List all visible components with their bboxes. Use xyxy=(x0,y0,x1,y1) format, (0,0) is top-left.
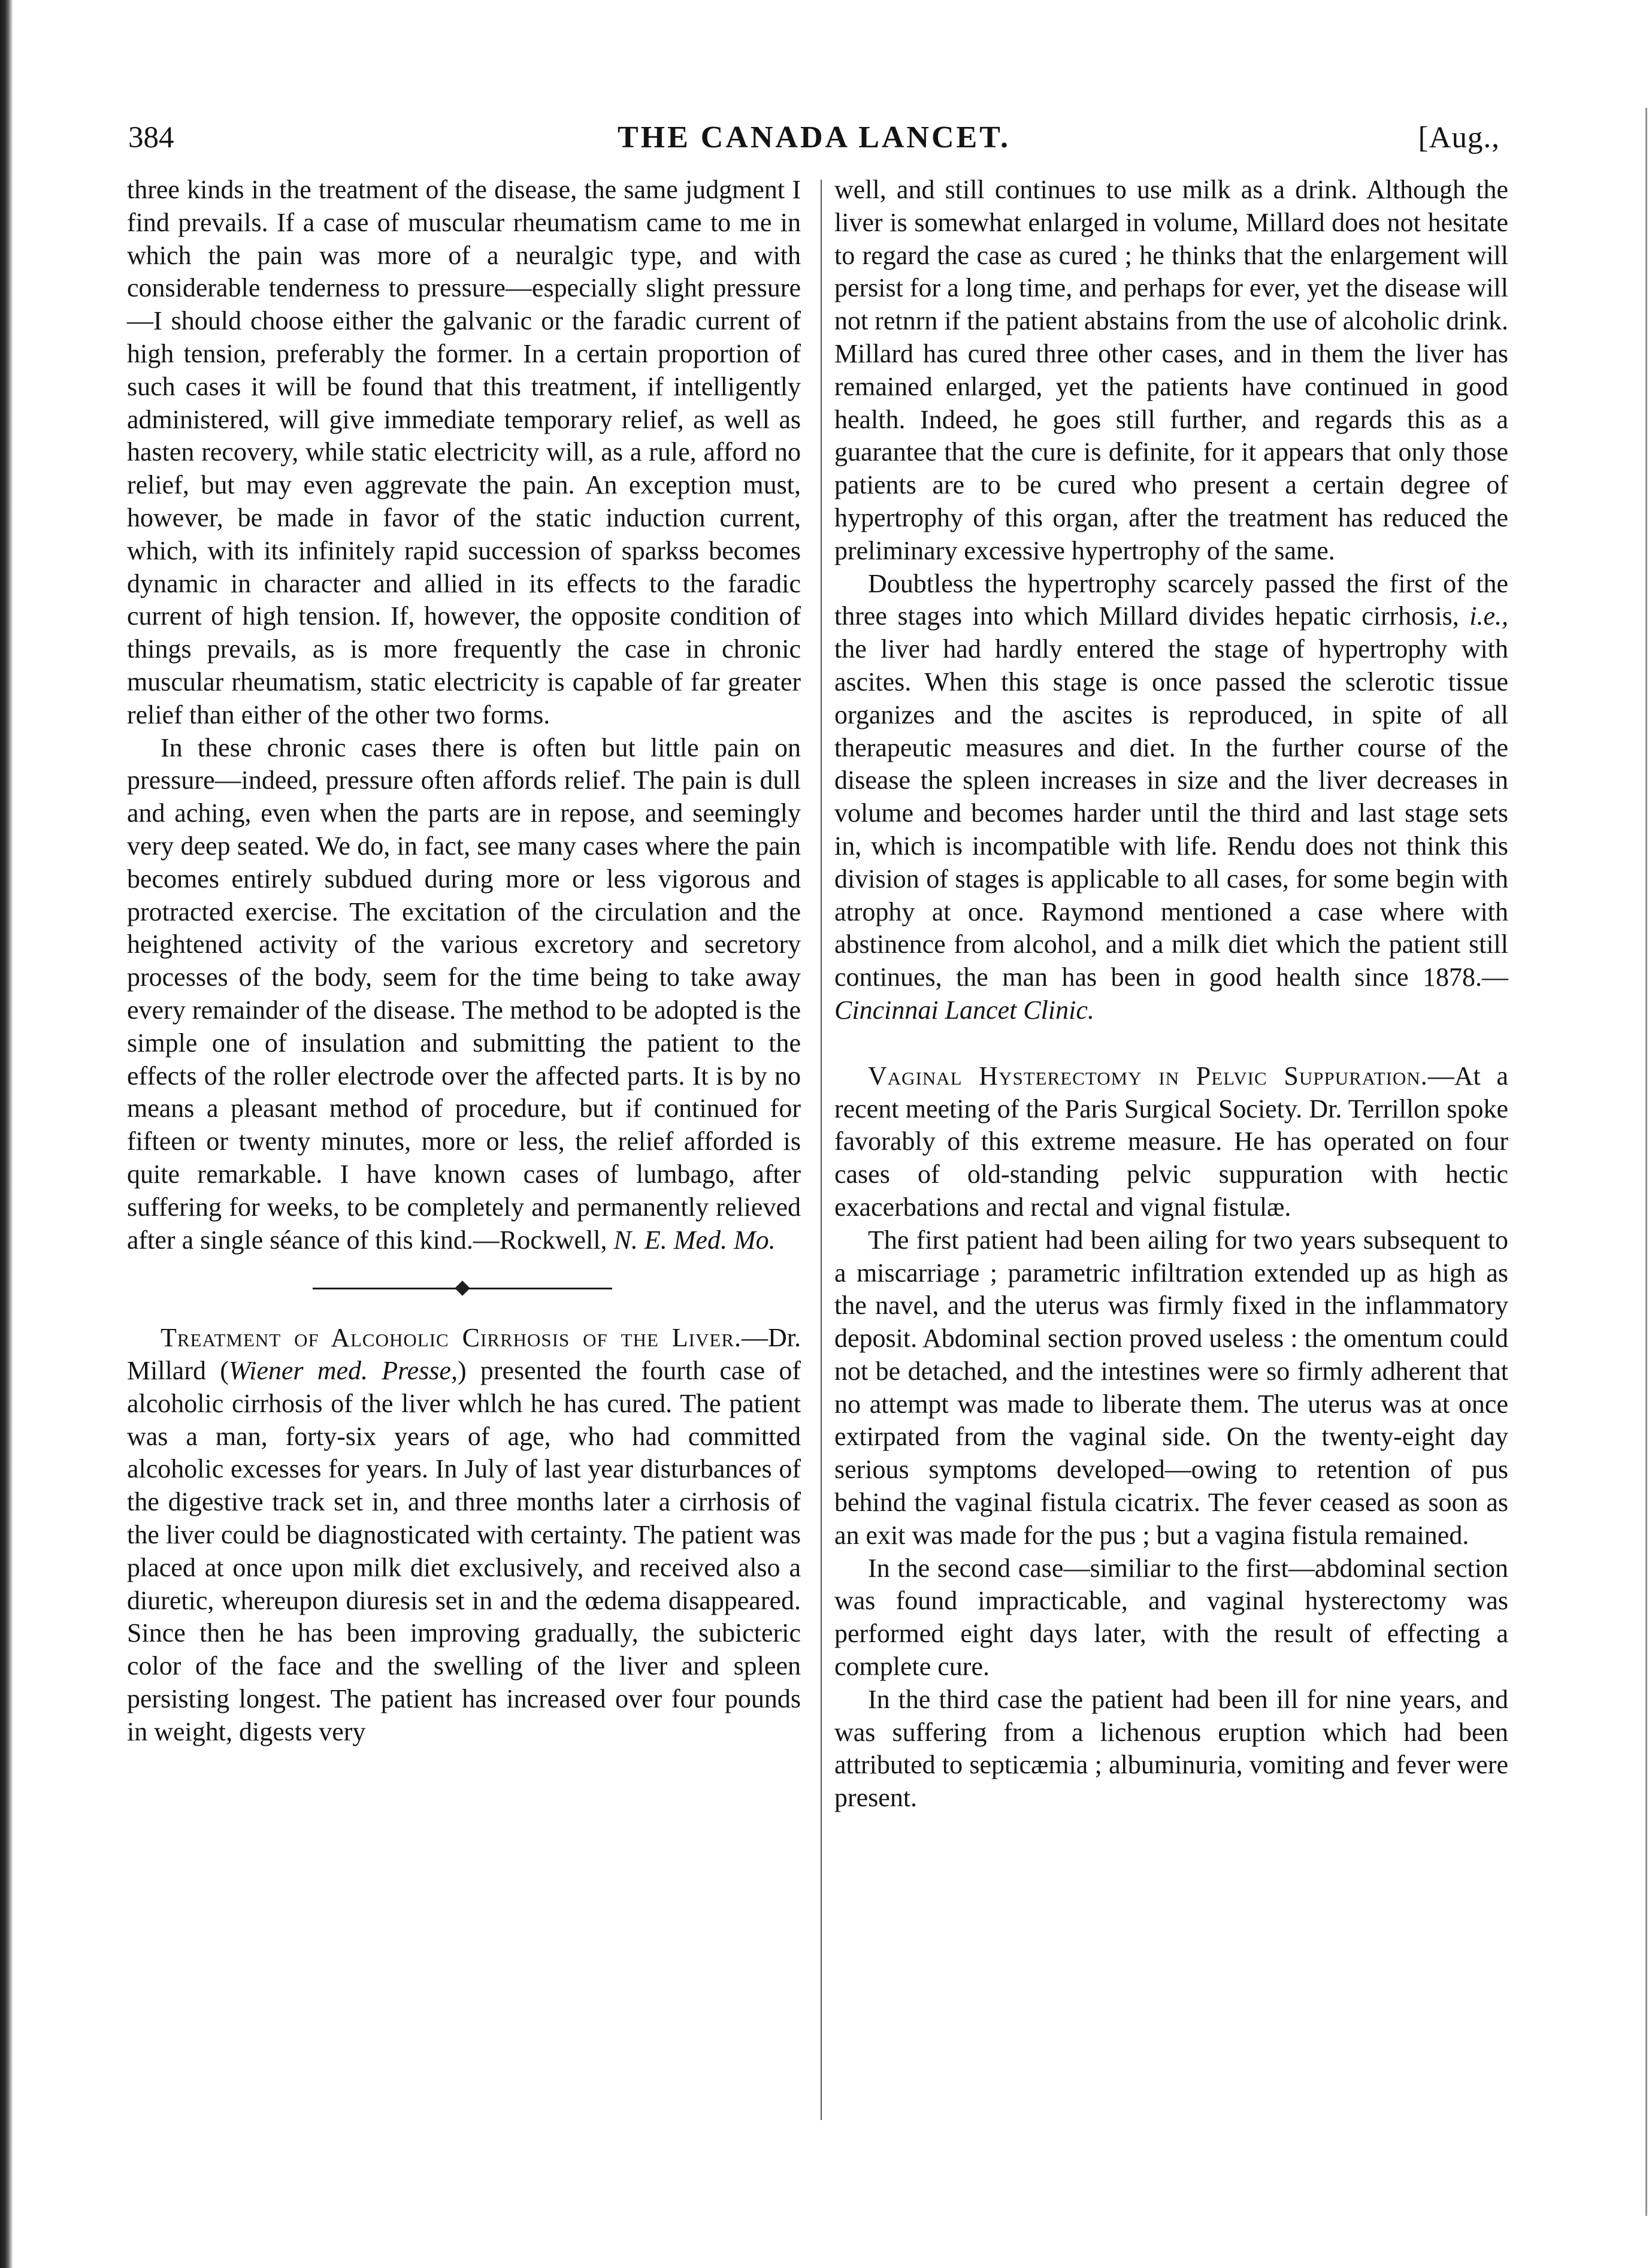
page-number: 384 xyxy=(128,121,174,155)
article-title: Treatment of Alcoholic Cirrhosis of the Liver. xyxy=(161,1323,742,1353)
paragraph-rheumatism-continued: three kinds in the treatment of the disease, the same judgment I find prevails. If a case of muscular rheumatism came to me in which the pain was more of a neuralgic type, and with considerable tenderness to pressure—especially slight pressure—I should choose either the galvanic or the faradic current of high tension, preferably the former. In a certain proportion of such cases it will be found that this treatment, if intelligently administered, will give immediate temporary relief, as well as hasten recovery, while static electricity will, as a rule, afford no relief, but may even aggrevate the pain. An exception must, however, be made in favor of the static induction current, which, with its infinitely rapid succession of sparkss becomes dynamic in character and allied in its effects to the faradic current of high tension. If, however, the opposite condition of things prevails, as is more frequently the case in chronic muscular rheumatism, static electricity is capable of far greater relief than either of the other two forms. xyxy=(127,175,801,729)
right-column xyxy=(834,174,1508,1815)
citation-source: Cincinnai Lancet Clinic. xyxy=(834,995,1094,1025)
article-vaginal-hysterectomy xyxy=(834,1060,1508,1224)
issue-date: [Aug., xyxy=(1418,121,1500,155)
page-edge-shadow xyxy=(1645,108,1647,2216)
paragraph-cirrhosis-continued: well, and still continues to use milk as a drink. Although the liver is somewhat enlarged in volume, Millard does not hesitate to regard the case as cured ; he thinks that the enlargement will persist for a long time, and perhaps for ever, yet the disease will not retnrn if the patient abstains from the use of alcoholic drink. Millard has cured three other cases, and in them the liver has remained enlarged, yet the patients have continued in good health. Indeed, he goes still further, and regards this as a guarantee that the cure is definite, for it appears that only those patients are to be cured who present a certain degree of hypertrophy of this organ, after the treatment has reduced the preliminary excessive hypertrophy of the same. xyxy=(834,175,1508,565)
section-gap xyxy=(834,1027,1508,1060)
binding-edge xyxy=(0,0,13,2268)
paragraph-second-case: In the second case—similiar to the first—abdominal section was found impracticable, and vaginal hysterectomy was performed eight days later, with the result of effecting a complete cure. xyxy=(834,1553,1508,1682)
paragraph-hypertrophy xyxy=(834,568,1508,1027)
article-text: —At a recent meeting of the Paris Surgical Society. Dr. Terrillon spoke favorably of this extreme measure. He has operated on four cases of old-standing pelvic suppuration with hectic exacerbations and rectal and vignal fistulæ. xyxy=(834,1061,1508,1222)
diamond-ornament-icon xyxy=(455,1281,470,1296)
paragraph-text: Doubtless the hypertrophy scarcely passed the first of the three stages into which Millard divides hepatic cirrhosis, xyxy=(834,568,1508,631)
article-alcoholic-cirrhosis xyxy=(127,1322,801,1748)
article-lead: —Dr. Millard ( xyxy=(127,1323,801,1386)
left-column xyxy=(127,174,801,1749)
article-title: Vaginal Hysterectomy in Pelvic Suppuration. xyxy=(868,1061,1428,1091)
article-source: Wiener med. Presse, xyxy=(228,1356,458,1386)
citation-source: N. E. Med. Mo. xyxy=(613,1225,776,1255)
paragraph-text: the liver had hardly entered the stage of hypertrophy with ascites. When this stage is once passed the sclerotic tissue organizes and the ascites is reproduced, in spite of all therapeutic measures and diet. In the further course of the disease the spleen increases in size and the liver decreases in volume and becomes harder until the third and last stage sets in, which is incompatible with life. Rendu does not think this division of stages is applicable to all cases, for some begin with atrophy at once. Raymond mentioned a case where with abstinence from alcohol, and a milk diet which the patient still continues, the man has been in good health since 1878.— xyxy=(834,634,1508,992)
paragraph-chronic-cases xyxy=(127,732,801,1257)
section-divider-ornament xyxy=(127,1256,801,1322)
journal-title: THE CANADA LANCET. xyxy=(617,120,1011,155)
abbreviation-ie: i.e., xyxy=(1469,601,1509,631)
paragraph-text: In these chronic cases there is often but little pain on pressure—indeed, pressure often affords relief. The pain is dull and aching, even when the parts are in repose, and seemingly very deep seated. We do, in fact, see many cases where the pain becomes entirely subdued during more or less vigorous and protracted exercise. The excitation of the circulation and the heightened activity of the various excretory and secretory processes of the body, seem for the time being to take away every remainder of the disease. The method to be adopted is the simple one of insulation and submitting the patient to the effects of the roller electrode over the affected parts. It is by no means a pleasant method of procedure, but if continued for fifteen or twenty minutes, more or less, the relief afforded is quite remarkable. I have known cases of lumbago, after suffering for weeks, to be completely and permanently relieved after a single séance of this kind.—Rockwell, xyxy=(127,732,801,1255)
column-divider xyxy=(821,180,822,2120)
paragraph-first-patient: The first patient had been ailing for two years subsequent to a miscarriage ; parametric infiltration extended up as high as the navel, and the uterus was firmly fixed in the inflammatory deposit. Abdominal section proved useless : the omentum could not be detached, and the intestines were so firmly adherent that no attempt was made to liberate them. The uterus was at once extirpated from the vaginal side. On the twenty-eight day serious symptoms developed—owing to retention of pus behind the vaginal fistula cicatrix. The fever ceased as soon as an exit was made for the pus ; but a vagina fistula remained. xyxy=(834,1225,1508,1550)
running-header xyxy=(128,114,1500,162)
article-text: ) presented the fourth case of alcoholic cirrhosis of the liver whlch he has cured. The patient was a man, forty-six years of age, who had committed alcoholic excesses for years. In July of last year disturbances of the digestive track set in, and three months later a cirrhosis of the liver could be diagnosticated with certainty. The patient was placed at once upon milk diet exclusively, and received also a diuretic, whereupon diuresis set in and the œdema disappeared. Since then he has been improving gradually, the subicteric color of the face and the swelling of the liver and spleen persisting longest. The patient has increased over four pounds in weight, digests very xyxy=(127,1356,801,1746)
paragraph-third-case: In the third case the patient had been ill for nine years, and was suffering from a lichenous eruption which had been attributed to septicæmia ; albuminuria, vomiting and fever were present. xyxy=(834,1684,1508,1813)
